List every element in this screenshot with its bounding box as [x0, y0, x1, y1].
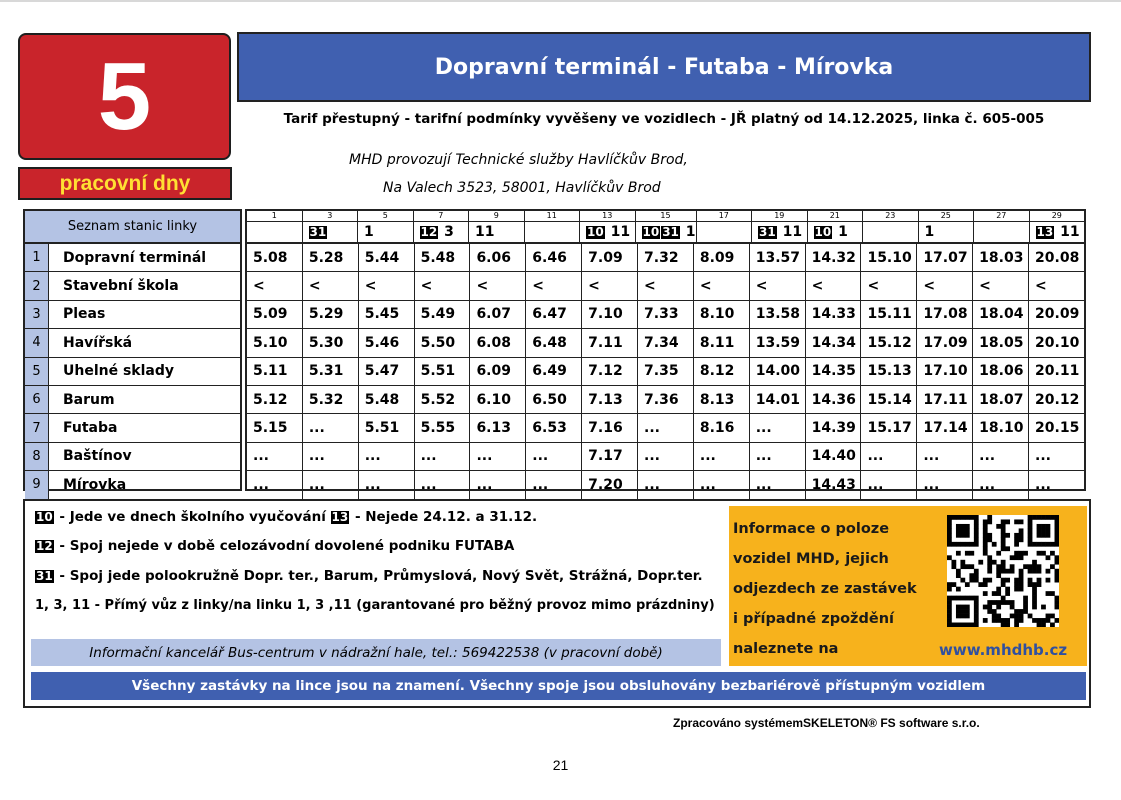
departure-time: 13.57	[750, 244, 806, 271]
departure-time: 6.48	[526, 329, 582, 356]
trip-number: 27	[974, 211, 1029, 222]
trip-number: 21	[808, 211, 863, 222]
departure-time: 7.33	[638, 301, 694, 328]
station-list	[23, 209, 242, 491]
departure-time: ...	[694, 443, 750, 470]
note-symbol-icon: 10	[587, 225, 604, 239]
trip-notes	[636, 222, 696, 242]
trip-header	[808, 211, 864, 242]
departure-time: 20.10	[1035, 334, 1080, 351]
departure-time: 7.11	[582, 329, 638, 356]
station-row	[25, 358, 240, 386]
departure-time: 5.09	[247, 301, 303, 328]
departure-time: <	[973, 272, 1029, 299]
trip-number: 7	[414, 211, 469, 222]
station-name: Baštínov	[63, 448, 132, 465]
station-index: 9	[25, 471, 49, 498]
departure-time: <	[470, 272, 526, 299]
departure-time: 5.10	[247, 329, 303, 356]
symbol-12-icon: 12	[36, 539, 53, 553]
departure-time: ...	[470, 471, 526, 498]
departure-time: 6.50	[526, 386, 582, 413]
departure-time: ...	[917, 471, 973, 498]
service-days-box	[18, 167, 232, 200]
departure-time: 7.20	[582, 471, 638, 498]
departure-time: ...	[1035, 476, 1051, 493]
departure-time: ...	[303, 471, 359, 498]
through-line-ref: 11	[782, 224, 803, 240]
departure-time: 7.16	[582, 414, 638, 441]
departure-time: 13.58	[750, 301, 806, 328]
station-row	[25, 329, 240, 357]
departure-time: ...	[247, 471, 303, 498]
departure-time: 20.15	[1035, 420, 1080, 437]
departure-time: 14.43	[806, 471, 862, 498]
trip-notes	[303, 222, 358, 242]
departure-time: 14.40	[806, 443, 862, 470]
departure-time: 5.51	[415, 358, 471, 385]
timetable-row	[247, 414, 1084, 442]
trip-notes	[1030, 222, 1085, 242]
station-row	[25, 471, 240, 498]
timetable-row	[247, 443, 1084, 471]
departure-time: 5.52	[415, 386, 471, 413]
departure-time: 14.34	[806, 329, 862, 356]
through-line-ref: 1	[924, 224, 935, 240]
station-row	[25, 272, 240, 300]
departure-time: <	[917, 272, 973, 299]
departure-time: 5.44	[359, 244, 415, 271]
trip-notes	[469, 222, 524, 242]
note-through-car: 1, 3, 11 - Přímý vůz z linky/na linku 1, 3 ,11 (garantované pro běžný provoz mimo prázdniny)	[35, 598, 715, 613]
trip-number: 3	[303, 211, 358, 222]
station-name: Stavební škola	[63, 278, 179, 295]
trip-header	[303, 211, 359, 242]
departure-time: 14.32	[806, 244, 862, 271]
departure-time: ...	[638, 443, 694, 470]
departure-time: 20.08	[1035, 249, 1080, 266]
trip-notes	[414, 222, 469, 242]
departure-time: 7.32	[638, 244, 694, 271]
departure-time: 5.11	[247, 358, 303, 385]
trip-number: 17	[697, 211, 752, 222]
trip-header	[525, 211, 581, 242]
trip-number: 25	[919, 211, 974, 222]
route-title-box	[237, 32, 1091, 102]
service-days: pracovní dny	[59, 171, 191, 195]
departure-time: 6.10	[470, 386, 526, 413]
note-symbol-icon: 31	[759, 225, 776, 239]
departure-time: <	[861, 272, 917, 299]
departure-time: 8.11	[694, 329, 750, 356]
station-name: Pleas	[63, 306, 106, 323]
departure-time: ...	[415, 471, 471, 498]
trip-header	[469, 211, 525, 242]
departure-time: 20.12	[1035, 391, 1080, 408]
departure-time: 5.55	[415, 414, 471, 441]
departure-time: ...	[973, 443, 1029, 470]
trip-header-row	[247, 211, 1084, 244]
departure-time: 8.10	[694, 301, 750, 328]
departure-time: ...	[303, 443, 359, 470]
departure-time: ...	[750, 471, 806, 498]
departure-time: 7.17	[582, 443, 638, 470]
departure-time: 5.15	[247, 414, 303, 441]
note-symbol-icon: 31	[662, 225, 679, 239]
departure-time: 6.07	[470, 301, 526, 328]
station-index: 8	[25, 443, 49, 470]
station-index: 4	[25, 329, 49, 356]
info-office: Informační kancelář Bus-centrum v nádražní hale, tel.: 569422538 (v pracovní době)	[31, 639, 721, 666]
departure-time: 8.12	[694, 358, 750, 385]
trip-header	[414, 211, 470, 242]
footer-credit: Zpracováno systémemSKELETON® FS software s.r.o.	[673, 716, 980, 730]
trip-number: 1	[247, 211, 302, 222]
departure-time: 14.36	[806, 386, 862, 413]
timetable-row	[247, 358, 1084, 386]
station-index: 7	[25, 414, 49, 441]
departure-time: ...	[861, 443, 917, 470]
station-index: 2	[25, 272, 49, 299]
trip-header	[358, 211, 414, 242]
station-index: 3	[25, 301, 49, 328]
station-list-header: Seznam stanic linky	[25, 211, 240, 244]
trip-number: 15	[636, 211, 696, 222]
departure-time: 15.11	[861, 301, 917, 328]
timetable-grid	[245, 209, 1086, 491]
departure-time: 6.08	[470, 329, 526, 356]
trip-header	[974, 211, 1030, 242]
operator-line-2: Na Valech 3523, 58001, Havlíčkův Brod	[383, 180, 661, 196]
station-index: 6	[25, 386, 49, 413]
departure-time: <	[526, 272, 582, 299]
departure-time: 17.07	[917, 244, 973, 271]
departure-time: 17.11	[917, 386, 973, 413]
departure-time: 20.09	[1035, 306, 1080, 323]
departure-time: 14.39	[806, 414, 862, 441]
departure-time: 17.09	[917, 329, 973, 356]
trip-notes	[808, 222, 863, 242]
departure-time: 5.48	[415, 244, 471, 271]
symbol-10-icon: 10	[36, 510, 53, 524]
trip-header	[636, 211, 697, 242]
station-row	[25, 386, 240, 414]
departure-time: 18.10	[973, 414, 1029, 441]
departure-time: 18.07	[973, 386, 1029, 413]
departure-time: 6.53	[526, 414, 582, 441]
departure-time: <	[694, 272, 750, 299]
departure-time: 5.32	[303, 386, 359, 413]
note-futaba-holiday: 12 - Spoj nejede v době celozávodní dovolené podniku FUTABA	[36, 538, 515, 554]
trip-notes	[752, 222, 807, 242]
departure-time: 5.29	[303, 301, 359, 328]
station-row	[25, 414, 240, 442]
departure-time: ...	[247, 443, 303, 470]
note-symbol-icon: 10	[642, 225, 660, 239]
departure-time: 18.06	[973, 358, 1029, 385]
departure-time: 7.09	[582, 244, 638, 271]
through-line-ref: 1	[685, 224, 696, 240]
note-school-days: 10 - Jede ve dnech školního vyučování 13 - Nejede 24.12. a 31.12.	[36, 509, 538, 525]
trip-number: 5	[358, 211, 413, 222]
departure-time: ...	[917, 443, 973, 470]
note-symbol-icon: 31	[309, 225, 327, 239]
trip-header	[919, 211, 975, 242]
departure-time: 5.30	[303, 329, 359, 356]
departure-time: 8.09	[694, 244, 750, 271]
note-symbol-icon: 10	[814, 225, 832, 239]
departure-time: 15.13	[861, 358, 917, 385]
through-line-ref: 3	[444, 224, 454, 240]
line-number-box	[18, 33, 231, 160]
departure-time: 7.35	[638, 358, 694, 385]
departure-time: 5.45	[359, 301, 415, 328]
departure-time: ...	[1035, 448, 1051, 465]
top-divider	[0, 0, 1121, 2]
departure-time: 5.46	[359, 329, 415, 356]
departure-time: 8.16	[694, 414, 750, 441]
departure-time: 14.01	[750, 386, 806, 413]
departure-time: 15.10	[861, 244, 917, 271]
departure-time: 15.14	[861, 386, 917, 413]
station-name: Mírovka	[63, 476, 127, 493]
departure-time: 17.14	[917, 414, 973, 441]
note-semicircular: 31 - Spoj jede polookružně Dopr. ter., Barum, Průmyslová, Nový Svět, Strážná, Dopr.ter.	[36, 568, 703, 584]
timetable-row	[247, 244, 1084, 272]
departure-time: 5.28	[303, 244, 359, 271]
timetable-row	[247, 329, 1084, 357]
departure-time: 17.10	[917, 358, 973, 385]
departure-time: ...	[973, 471, 1029, 498]
departure-time: ...	[359, 443, 415, 470]
station-name: Barum	[63, 391, 115, 408]
station-index: 1	[25, 244, 49, 271]
trip-header	[580, 211, 636, 242]
departure-time: 6.13	[470, 414, 526, 441]
departure-time: 5.48	[359, 386, 415, 413]
departure-time: <	[1035, 278, 1047, 295]
departure-time: 6.49	[526, 358, 582, 385]
note-symbol-icon: 12	[420, 225, 438, 239]
departure-time: ...	[526, 471, 582, 498]
departure-time: 7.12	[582, 358, 638, 385]
departure-time: <	[247, 272, 303, 299]
station-name: Dopravní terminál	[63, 249, 207, 266]
departure-time: 13.59	[750, 329, 806, 356]
trip-number: 13	[580, 211, 635, 222]
departure-time: <	[582, 272, 638, 299]
departure-time: ...	[694, 471, 750, 498]
symbol-31-icon: 31	[36, 569, 53, 583]
note-symbol-icon: 13	[1036, 225, 1054, 239]
departure-time: 18.04	[973, 301, 1029, 328]
station-name: Havířská	[63, 334, 133, 351]
route-title: Dopravní terminál - Futaba - Mírovka	[434, 54, 894, 80]
departure-time: 8.13	[694, 386, 750, 413]
tariff-info: Tarif přestupný - tarifní podmínky vyvěšeny ve vozidlech - JŘ platný od 14.12.2025, linka č. 605-005	[283, 111, 1045, 127]
trip-number: 11	[525, 211, 580, 222]
departure-time: ...	[638, 471, 694, 498]
symbol-13-icon: 13	[331, 510, 349, 524]
departure-time: 6.46	[526, 244, 582, 271]
realtime-info-text: Informace o poloze vozidel MHD, jejich odjezdech ze zastávek i případné zpoždění naleznete na	[733, 521, 917, 657]
station-row	[25, 244, 240, 272]
departure-time: 5.47	[359, 358, 415, 385]
station-name: Futaba	[63, 420, 118, 437]
departure-time: 14.33	[806, 301, 862, 328]
departure-time: 18.03	[973, 244, 1029, 271]
notes-panel	[23, 499, 1091, 708]
departure-time: 14.00	[750, 358, 806, 385]
departure-time: 15.12	[861, 329, 917, 356]
departure-time: ...	[359, 471, 415, 498]
departure-time: ...	[470, 443, 526, 470]
departure-time: 7.13	[582, 386, 638, 413]
trip-notes	[358, 222, 413, 242]
station-index: 5	[25, 358, 49, 385]
trip-header	[863, 211, 919, 242]
departure-time: 5.08	[247, 244, 303, 271]
departure-time: ...	[526, 443, 582, 470]
departure-time: 7.10	[582, 301, 638, 328]
departure-time: <	[750, 272, 806, 299]
departure-time: 5.51	[359, 414, 415, 441]
operator-info	[349, 146, 688, 202]
through-line-ref: 11	[475, 224, 495, 240]
trip-header	[752, 211, 808, 242]
trip-notes	[580, 222, 635, 242]
departure-time: 6.09	[470, 358, 526, 385]
timetable-row	[247, 272, 1084, 300]
departure-time: ...	[861, 471, 917, 498]
departure-time: <	[303, 272, 359, 299]
departure-time: ...	[638, 414, 694, 441]
through-line-ref: 11	[610, 224, 631, 240]
departure-time: 5.31	[303, 358, 359, 385]
qr-code-icon[interactable]	[947, 515, 1059, 627]
trip-number: 9	[469, 211, 524, 222]
departure-time: 5.12	[247, 386, 303, 413]
departure-time: ...	[750, 443, 806, 470]
trip-header	[1030, 211, 1085, 242]
through-line-ref: 1	[364, 224, 374, 240]
departure-time: ...	[415, 443, 471, 470]
departure-time: 20.11	[1035, 363, 1080, 380]
timetable-row	[247, 301, 1084, 329]
line-number: 5	[97, 42, 152, 150]
realtime-info-panel	[729, 506, 1087, 666]
departure-time: 6.06	[470, 244, 526, 271]
operator-line-1: MHD provozují Technické služby Havlíčkův Brod,	[349, 152, 688, 168]
trip-number: 19	[752, 211, 807, 222]
trip-number: 23	[863, 211, 918, 222]
departure-time: <	[415, 272, 471, 299]
station-name: Uhelné sklady	[63, 363, 175, 380]
departure-time: <	[638, 272, 694, 299]
station-row	[25, 301, 240, 329]
page-number: 21	[552, 757, 569, 773]
timetable-row	[247, 471, 1084, 498]
departure-time: <	[806, 272, 862, 299]
departure-time: 17.08	[917, 301, 973, 328]
departure-time: 7.34	[638, 329, 694, 356]
through-line-ref: 11	[1060, 224, 1080, 240]
departure-time: ...	[303, 414, 359, 441]
trip-notes	[919, 222, 974, 242]
departure-time: ...	[750, 414, 806, 441]
accessibility-banner: Všechny zastávky na lince jsou na znamení. Všechny spoje jsou obsluhovány bezbariérově přístupným vozidlem	[31, 672, 1086, 700]
departure-time: 7.36	[638, 386, 694, 413]
departure-time: 6.47	[526, 301, 582, 328]
station-row	[25, 443, 240, 471]
trip-header	[247, 211, 303, 242]
departure-time: <	[359, 272, 415, 299]
departure-time: 14.35	[806, 358, 862, 385]
website-link[interactable]: www.mhdhb.cz	[939, 641, 1068, 659]
timetable-row	[247, 386, 1084, 414]
departure-time: 5.50	[415, 329, 471, 356]
trip-number: 29	[1030, 211, 1085, 222]
departure-time: 15.17	[861, 414, 917, 441]
departure-time: 5.49	[415, 301, 471, 328]
trip-header	[697, 211, 753, 242]
through-line-ref: 1	[838, 224, 848, 240]
departure-time: 18.05	[973, 329, 1029, 356]
